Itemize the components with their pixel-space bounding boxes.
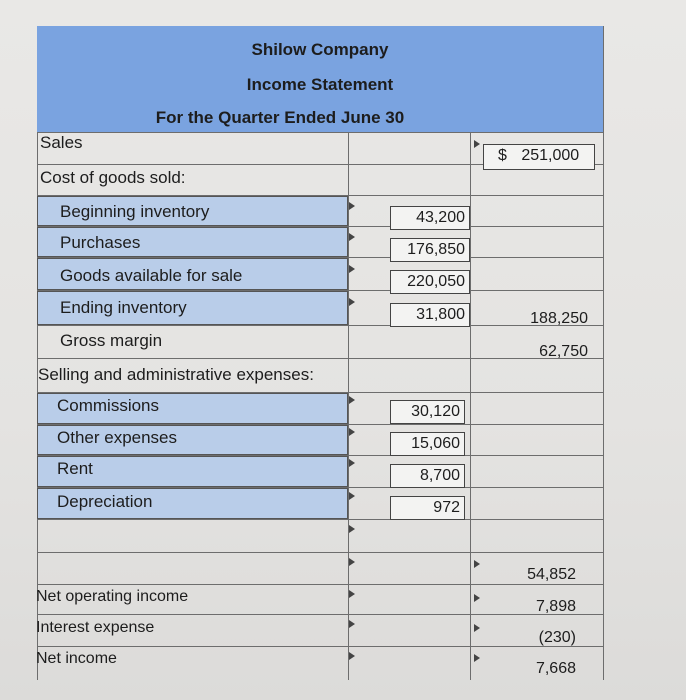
- label-other-expenses: Other expenses: [57, 428, 178, 447]
- label-net-operating-income: Net operating income: [36, 588, 189, 605]
- label-goods-available: Goods available for sale: [60, 266, 243, 285]
- label-rent: Rent: [57, 459, 93, 478]
- rent-input[interactable]: 8,700: [390, 464, 465, 488]
- depreciation-input[interactable]: 972: [390, 496, 465, 520]
- sales-total-input[interactable]: [483, 144, 595, 170]
- label-sales: Sales: [40, 133, 83, 152]
- goods-available-input[interactable]: 220,050: [390, 270, 470, 294]
- sga-total[interactable]: 54,852: [527, 566, 576, 583]
- label-purchases: Purchases: [60, 233, 141, 252]
- label-commissions: Commissions: [57, 396, 160, 415]
- gross-margin-total[interactable]: 62,750: [539, 343, 588, 360]
- dollar-sign: $: [498, 147, 507, 164]
- purchases-input[interactable]: 176,850: [390, 238, 470, 262]
- label-ending-inventory: Ending inventory: [60, 298, 187, 317]
- cogs-total[interactable]: 188,250: [530, 310, 588, 327]
- ending-inventory-input[interactable]: 31,800: [390, 303, 470, 327]
- label-cogs-heading: Cost of goods sold:: [40, 168, 186, 187]
- label-sga-heading: Selling and administrative expenses:: [38, 365, 314, 384]
- commissions-input[interactable]: 30,120: [390, 400, 465, 424]
- beginning-inventory-input[interactable]: 43,200: [390, 206, 470, 230]
- label-interest-expense: Interest expense: [36, 619, 155, 636]
- interest-expense-total[interactable]: (230): [538, 629, 576, 646]
- label-depreciation: Depreciation: [57, 492, 153, 511]
- company-name: Shilow Company: [251, 40, 389, 59]
- statement-header: [37, 26, 603, 132]
- statement-title: Income Statement: [246, 75, 394, 94]
- label-gross-margin: Gross margin: [60, 331, 163, 350]
- sales-total-value: 251,000: [521, 147, 580, 164]
- label-net-income: Net income: [36, 650, 117, 667]
- statement-period: For the Quarter Ended June 30: [155, 108, 405, 127]
- label-beginning-inventory: Beginning inventory: [60, 202, 210, 221]
- net-income-total[interactable]: 7,668: [535, 660, 576, 677]
- other-expenses-input[interactable]: 15,060: [390, 432, 465, 456]
- net-operating-income-total[interactable]: 7,898: [535, 598, 576, 615]
